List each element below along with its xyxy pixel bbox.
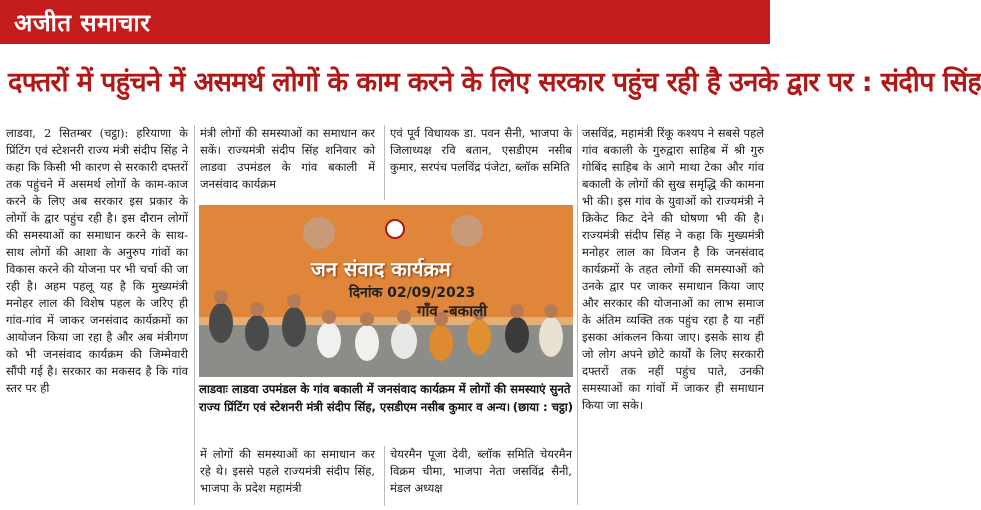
column-divider [384,446,385,506]
photo-caption [199,380,573,440]
column-text: में लोगों की समस्याओं का समाधान कर रहे थे। इससे पहले राज्यमंत्री संदीप सिंह, भाजपा के प्रदेश महामंत्री [200,447,375,495]
article-column-2-top [200,125,375,200]
newspaper-brand: अजीत समाचार [14,9,151,37]
caption-text: लाडवाः लाडवा उपमंडल के गांव बकाली में जनसंवाद कार्यक्रम में लोगों की समस्याएं सुनते राज्य प्रिंटिंग एवं स्टेशनरी मंत्री संदीप सिंह, एसडीएम नसीब कुमार व अन्य। [199,382,571,414]
portrait-2 [451,215,483,247]
article-column-3-top [390,125,572,200]
column-divider [577,125,578,505]
column-text: लाडवा, 2 सितम्बर (चट्ठा): हरियाणा के प्रिंटिंग एवं स्टेशनरी राज्य मंत्री संदीप सिंह ने कहा कि किसी भी कारण से सरकारी दफ्तरों तक पहुंचने में असमर्थ लोगों के काम-काज करने के लिए अब सरकार इस प्रकार के लोगों के द्वार पहुंच रही है। इस दौरान लोगों की समस्याओं का समाधान करने के साथ-साथ लोगों की आशा के अनुरुप गांवों का विकास करने की योजना पर भी चर्चा की जा रही है। अहम पहलू यह है कि मुख्यमंत्री मनोहर लाल की विशेष पहल के जरिए ही गांव-गांव में जाकर जनसंवाद कार्यक्रमों का आयोजन किया जा रहा है और अब मंत्रीगण को भी जनसंवाद कार्यक्रम की जिम्मेवारी सौंपी गई है। सरकार का मकसद है कि गांव स्तर पर ही [6,126,188,395]
article-column-3-bottom [390,446,572,506]
column-text: एवं पूर्व विधायक डा. पवन सैनी, भाजपा के जिलाध्यक्ष रवि बतान, एसडीएम नसीब कुमार, सरपंच पलविंद्र पंजेटा, ब्लॉक समिति [390,126,572,174]
article-headline: दफ्तरों में पहुंचने में असमर्थ लोगों के काम करने के लिए सरकार पहुंच रही है उनके द्वार पर : संदीप सिंह [8,67,981,98]
column-text: चेयरमैन पूजा देवी, ब्लॉक समिति चेयरमैन विक्रम चीमा, भाजपा नेता जसविंद्र सैनी, मंडल अध्यक्ष [390,447,572,495]
article-column-2-bottom [200,446,375,506]
masthead [0,0,770,44]
banner-title: जन संवाद कार्यक्रम [311,257,451,281]
photo-credit: (छाया : चट्ठा) [512,400,573,414]
event-photo [199,205,573,377]
column-divider [194,125,195,505]
column-text: मंत्री लोगों की समस्याओं का समाधान कर सकें। राज्यमंत्री संदीप सिंह शनिवार को लाडवा उपमंडल के गांव बकाली में जनसंवाद कार्यक्रम [200,126,375,191]
article-column-4 [582,125,764,505]
portrait-1 [303,217,335,249]
banner-village: गाँव -बकाली [417,302,488,320]
column-text: जसविंद्र, महामंत्री रिंकू कश्यप ने सबसे पहले गांव बकाली के गुरुद्वारा साहिब में श्री गुरु गोबिंद साहिब के आगे माथा टेका और गांव बकाली के लोगों की सुख समृद्धि की कामना भी की। इस गांव के युवाओं को राज्यमंत्री ने क्रिकेट किट देने की घोषणा भी की है। राज्यमंत्री संदीप सिंह ने कहा कि मुख्यमंत्री मनोहर लाल का विजन है कि जनसंवाद कार्यक्रमों के तहत लोगों की समस्याओं को उनके द्वार पर जाकर समाधान किया जाए और सरकार की योजनाओं का लाभ समाज के अंतिम व्यक्ति तक पहुंच रहा है या नहीं इसका आंकलन किया जाए। इसके साथ ही जो लोग अपने छोटे कार्यों के लिए सरकारी दफ्तरों तक नहीं पहुंच पाते, उनकी समस्याओं का गांवों में जाकर ही समाधान किया जा सके। [582,126,764,412]
banner-date: दिनांक 02/09/2023 [349,285,476,301]
article-column-1 [6,125,188,505]
column-divider [384,125,385,200]
emblem-icon [386,220,404,238]
